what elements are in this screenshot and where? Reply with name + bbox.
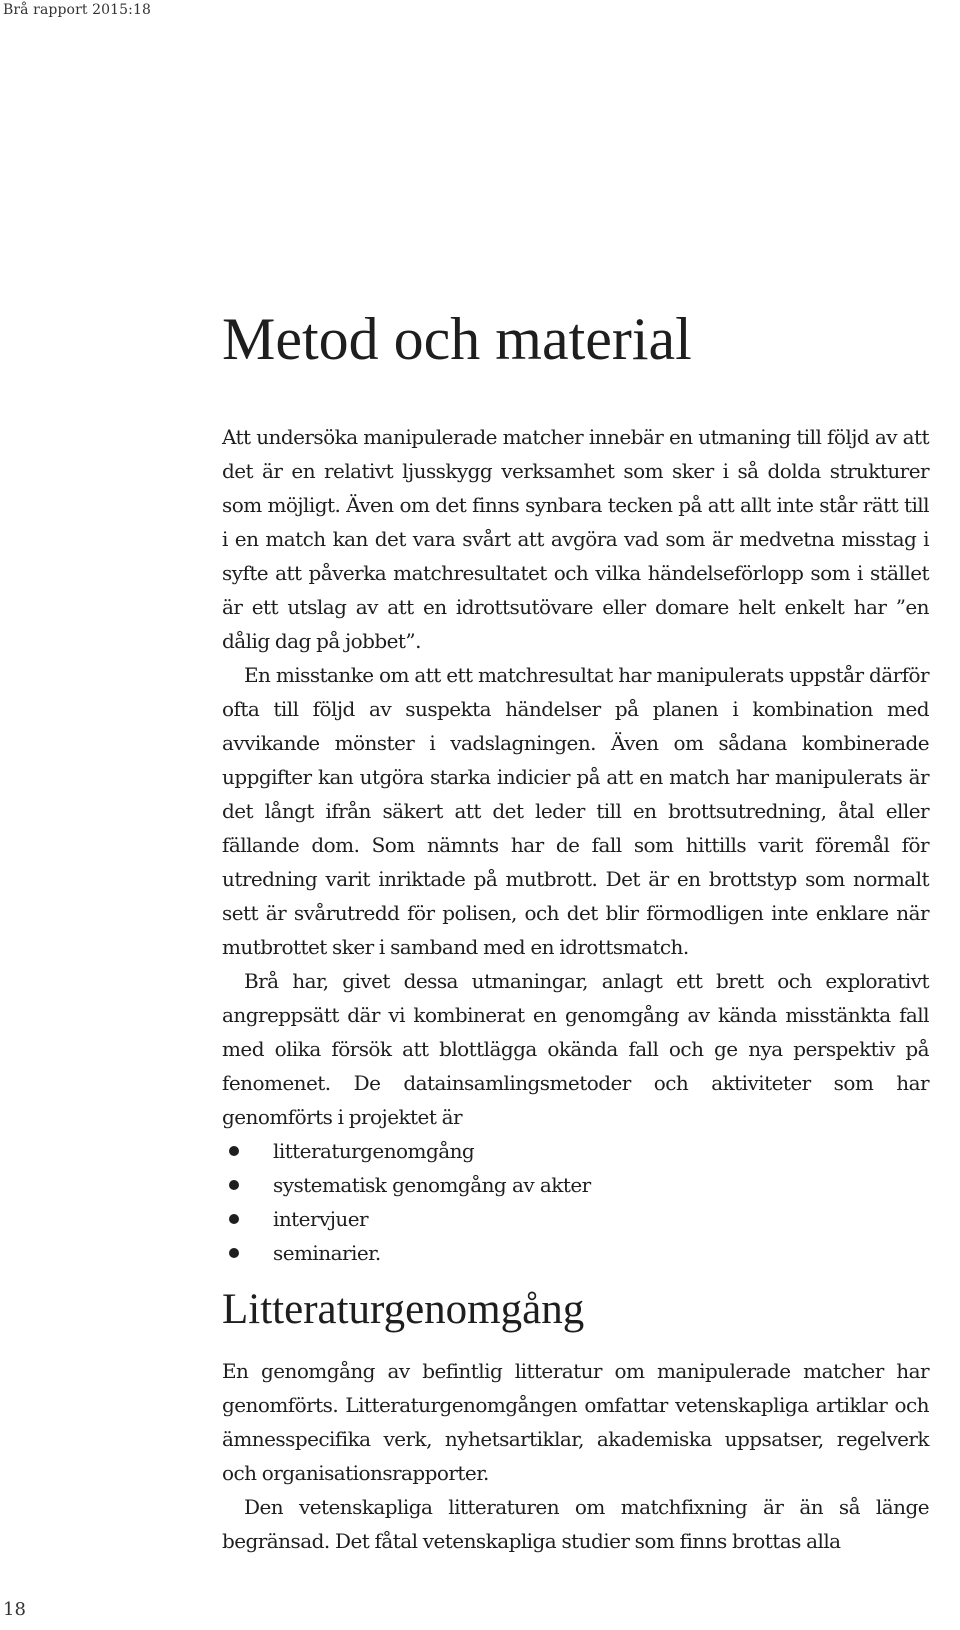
list-item — [222, 1134, 929, 1168]
bullet-icon — [229, 1214, 239, 1224]
list-item — [222, 1202, 929, 1236]
running-header: Brå rapport 2015:18 — [3, 2, 151, 18]
body-paragraph: Den vetenskapliga litteraturen om matchfixning är än så länge begränsad. Det fåtal vetenskapliga studier som finns brottas alla — [222, 1495, 929, 1553]
section-heading: Litteraturgenomgång — [222, 1286, 585, 1333]
list-item-text: intervjuer — [273, 1207, 368, 1231]
body-paragraph: Att undersöka manipulerade matcher innebär en utmaning till följd av att det är en relativt ljusskygg verksamhet som sker i så dolda strukturer som möjligt. Även om det finns synbara tecken på att allt inte står rätt till i en match kan det vara svårt att avgöra vad som är medvetna misstag i syfte att påverka matchresultatet och vilka händelseförlopp som i stället är ett utslag av att en idrottsutövare eller domare helt enkelt har ”en dålig dag på jobbet”. — [222, 425, 929, 653]
page-number: 18 — [3, 1599, 26, 1620]
list-item — [222, 1236, 929, 1270]
bullet-icon — [229, 1180, 239, 1190]
literature-section — [222, 1354, 929, 1558]
list-item — [222, 1168, 929, 1202]
page-title: Metod och material — [222, 306, 692, 372]
body-paragraph: En misstanke om att ett matchresultat har manipulerats uppstår därför ofta till följd av suspekta händelser på planen i kombination med avvikande mönster i vadslagningen. Även om sådana kombinerade uppgifter kan utgöra starka indicier på att en match har manipulerats är det långt ifrån säkert att det leder till en brottsutredning, åtal eller fällande dom. Som nämnts har de fall som hittills varit föremål för utredning varit inriktade på mutbrott. Det är en brottstyp som normalt sett är svårutredd för polisen, och det blir förmodligen inte enklare när mutbrottet sker i samband med en idrottsmatch. — [222, 663, 929, 959]
bullet-icon — [229, 1248, 239, 1258]
list-item-text: seminarier. — [273, 1241, 381, 1265]
bullet-icon — [229, 1146, 239, 1156]
body-paragraph: En genomgång av befintlig litteratur om manipulerade matcher har genomförts. Litteraturgenomgången omfattar vetenskapliga artiklar och ämnesspecifika verk, nyhetsartiklar, akademiska uppsatser, regelverk och organisationsrapporter. — [222, 1359, 929, 1485]
list-item-text: systematisk genomgång av akter — [273, 1173, 591, 1197]
list-item-text: litteraturgenomgång — [273, 1139, 475, 1163]
method-list — [222, 1134, 929, 1270]
intro-section — [222, 420, 929, 1270]
body-paragraph: Brå har, givet dessa utmaningar, anlagt ett brett och explorativt angreppsätt där vi kombinerat en genomgång av kända misstänkta fall med olika försök att blottlägga okända fall och ge nya perspektiv på fenomenet. De datainsamlingsmetoder och aktiviteter som har genomförts i projektet är — [222, 969, 929, 1129]
